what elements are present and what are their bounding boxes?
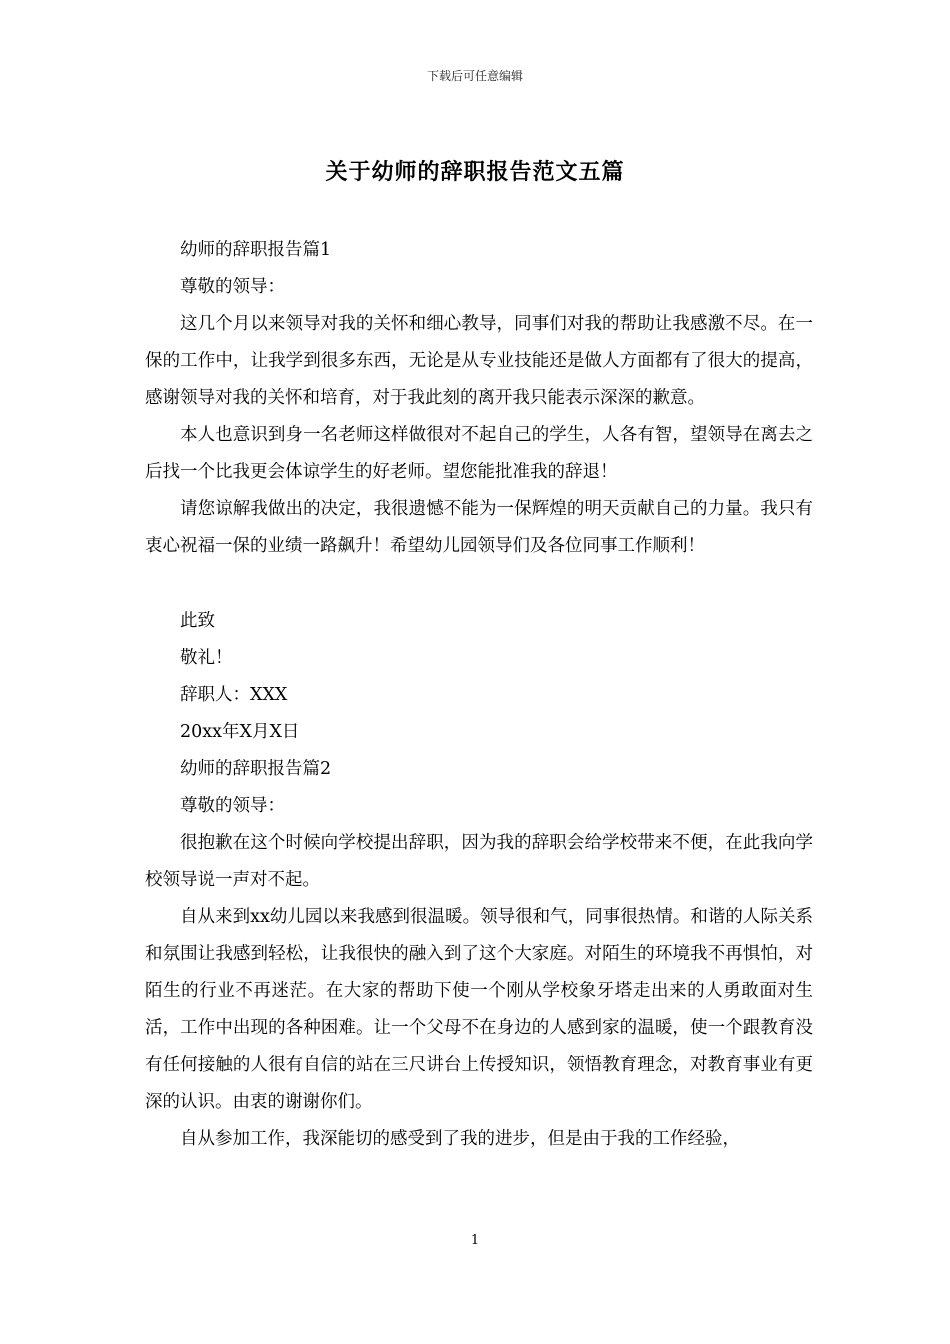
section1-salutation: 尊敬的领导： [180,277,285,297]
date-line: 20xx年X月X日 [180,722,300,742]
section1-paragraph-1: 这几个月以来领导对我的关怀和细心教导，同事们对我的帮助让我感激不尽。在一保的工作中，让我学到很多东西，无论是从专业技能还是做人方面都有了很大的提高，感谢领导对我的关怀和培育，对于我此刻的离开我只能表示深深的歉意。 [145,314,813,408]
header-note: 下载后可任意编辑 [426,69,523,83]
section2-paragraph-1: 很抱歉在这个时候向学校提出辞职，因为我的辞职会给学校带来不便，在此我向学校领导说一声对不起。 [145,833,813,890]
section1-heading: 幼师的辞职报告篇1 [180,240,332,260]
blank-line [145,565,813,603]
section1-paragraph-3: 请您谅解我做出的决定，我很遗憾不能为一保辉煌的明天贡献自己的力量。我只有衷心祝福一保的业绩一路飙升！希望幼儿园领导们及各位同事工作顺利！ [145,499,813,556]
section2-salutation: 尊敬的领导： [180,796,285,816]
section2-heading: 幼师的辞职报告篇2 [180,759,332,779]
closing-line-2: 敬礼！ [180,648,233,668]
closing-line-1: 此致 [180,611,215,631]
document-title: 关于幼师的辞职报告范文五篇 [325,159,625,185]
section1-paragraph-2: 本人也意识到身一名老师这样做很对不起自己的学生，人各有智，望领导在离去之后找一个比我更会体谅学生的好老师。望您能批准我的辞退！ [145,425,813,482]
section2-paragraph-2: 自从来到xx幼儿园以来我感到很温暖。领导很和气，同事很热情。和谐的人际关系和氛围让我感到轻松，让我很快的融入到了这个大家庭。对陌生的环境我不再惧怕，对陌生的行业不再迷茫。在大家的帮助下使一个刚从学校象牙塔走出来的人勇敢面对生活，工作中出现的各种困难。让一个父母不在身边的人感到家的温暖，使一个跟教育没有任何接触的人很有自信的站在三尺讲台上传授知识，领悟教育理念，对教育事业有更深的认识。由衷的谢谢你们。 [145,907,813,1112]
document-body [145,232,813,1158]
section2-paragraph-3: 自从参加工作，我深能切的感受到了我的进步，但是由于我的工作经验， [180,1129,740,1149]
signer-line: 辞职人：XXX [180,685,288,705]
page-number: 1 [470,1233,480,1248]
